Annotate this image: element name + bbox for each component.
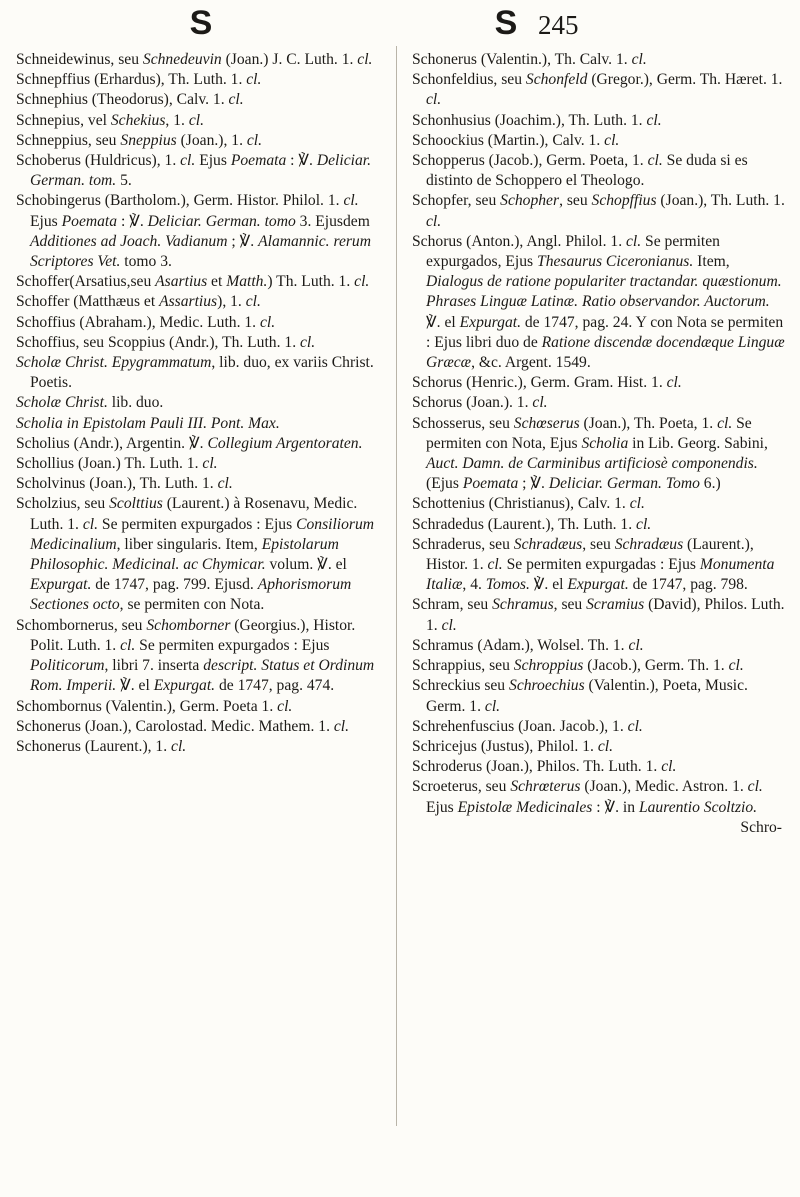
index-entry: Schombornus (Valentin.), Germ. Poeta 1. cl. (16, 697, 293, 715)
index-entry: Schram, seu Schramus, seu Scramius (David), Philos. Luth. 1. cl. (412, 596, 785, 634)
index-entry: Schrappius, seu Schroppius (Jacob.), Germ. Th. 1. cl. (412, 657, 744, 675)
index-entry: Schramus (Adam.), Wolsel. Th. 1. cl. (412, 636, 644, 654)
index-entry: Scholæ Christ. lib. duo. (16, 394, 164, 412)
index-entry: Schroderus (Joan.), Philos. Th. Luth. 1. cl. (412, 758, 677, 776)
index-entry: Schollius (Joan.) Th. Luth. 1. cl. (16, 455, 218, 473)
index-entry: Schnepius, vel Schekius, 1. cl. (16, 111, 204, 129)
index-entry: Schoberus (Huldricus), 1. cl. Ejus Poemata : ℣. Deliciar. German. tom. 5. (16, 152, 371, 190)
index-entry: Schoffius, seu Scoppius (Andr.), Th. Luth. 1. cl. (16, 333, 316, 351)
index-entry: Schnephius (Theodorus), Calv. 1. cl. (16, 91, 244, 109)
index-entry: Schorus (Joan.). 1. cl. (412, 394, 548, 412)
index-entry: Schobingerus (Bartholom.), Germ. Histor. Philol. 1. cl. Ejus Poemata : ℣. Deliciar. German. tomo 3. Ejusdem Additiones ad Joach. Vadianum ; ℣. Alamannic. rerum Scriptores Vet. tomo 3. (16, 192, 371, 271)
index-entry: Schreckius seu Schroechius (Valentin.), Poeta, Music. Germ. 1. cl. (412, 677, 748, 715)
index-entry: Schnepffius (Erhardus), Th. Luth. 1. cl. (16, 71, 262, 89)
index-entry: Schopfer, seu Schopher, seu Schopffius (Joan.), Th. Luth. 1. cl. (412, 192, 785, 230)
column-divider (396, 46, 397, 1126)
index-entry: Schoffer(Arsatius,seu Asartius et Matth.) Th. Luth. 1. cl. (16, 273, 370, 291)
index-entry: Schrehenfuscius (Joan. Jacob.), 1. cl. (412, 717, 643, 735)
page-header (0, 0, 800, 56)
index-entry: Schorus (Anton.), Angl. Philol. 1. cl. Se permiten expurgados, Ejus Thesaurus Ciceronianus. Item, Dialogus de ratione populariter tractandar. quæstionum. Phrases Linguæ Latinæ. Ratio observandor. Auctorum. ℣. el Expurgat. de 1747, pag. 24. Y con Nota se permiten : Ejus libri duo de Ratione discendæ docendæque Linguæ Græcæ, &c. Argent. 1549. (412, 232, 785, 372)
index-entry: Schorus (Henric.), Germ. Gram. Hist. 1. cl. (412, 374, 682, 392)
index-entry: Schricejus (Justus), Philol. 1. cl. (412, 737, 613, 755)
index-entry: Schonerus (Valentin.), Th. Calv. 1. cl. (412, 51, 647, 68)
index-entry: Schonfeldius, seu Schonfeld (Gregor.), Germ. Th. Hæret. 1. cl. (412, 71, 783, 109)
index-entry: Schombornerus, seu Schomborner (Georgius.), Histor. Polit. Luth. 1. cl. Se permiten expurgados : Ejus Politicorum, libri 7. inserta descript. Status et Ordinum Rom. Imperii. ℣. el Expurgat. de 1747, pag. 474. (16, 616, 375, 695)
index-entry: Scroeterus, seu Schrœterus (Joan.), Medic. Astron. 1. cl. Ejus Epistolæ Medicinales : ℣. in Laurentio Scoltzio. (412, 778, 763, 816)
index-entry: Schradedus (Laurent.), Th. Luth. 1. cl. (412, 515, 652, 533)
index-entry: Scholæ Christ. Epygrammatum, lib. duo, ex variis Christ. Poetis. (16, 354, 374, 392)
header-letter-right: S (494, 4, 518, 42)
index-entry: Schonhusius (Joachim.), Th. Luth. 1. cl. (412, 111, 662, 129)
index-entry: Schosserus, seu Schœserus (Joan.), Th. Poeta, 1. cl. Se permiten con Nota, Ejus Scholia in Lib. Georg. Sabini, Auct. Damn. de Carminibus artificiosè componendis. (Ejus Poemata ; ℣. Deliciar. German. Tomo 6.) (412, 414, 768, 493)
page-number: 245 (538, 10, 579, 40)
index-entry: Schneppius, seu Sneppius (Joan.), 1. cl. (16, 131, 263, 149)
index-entry: Scholzius, seu Scolttius (Laurent.) à Rosenavu, Medic. Luth. 1. cl. Se permiten expurgados : Ejus Consiliorum Medicinalium, liber singularis. Item, Epistolarum Philosophic. Medicinal. ac Chymicar. volum. ℣. el Expurgat. de 1747, pag. 799. Ejusd. Aphorismorum Sectiones octo, se permiten con Nota. (16, 495, 375, 614)
index-entry: Schopperus (Jacob.), Germ. Poeta, 1. cl. Se duda si es distinto de Schoppero el Theologo. (412, 152, 748, 190)
index-entry: Schonerus (Joan.), Carolostad. Medic. Mathem. 1. cl. (16, 717, 350, 735)
index-entry: Scholia in Epistolam Pauli III. Pont. Max. (16, 414, 280, 432)
catchword: Schro- (740, 818, 782, 836)
header-letter-left: S (189, 4, 213, 42)
index-entry: Scholius (Andr.), Argentin. ℣. Collegium Argentoraten. (16, 434, 363, 452)
index-entry: Schoffius (Abraham.), Medic. Luth. 1. cl. (16, 313, 276, 331)
left-column (16, 50, 384, 757)
index-entry: Schottenius (Christianus), Calv. 1. cl. (412, 495, 645, 513)
index-entry: Schneidewinus, seu Schnedeuvin (Joan.) J. C. Luth. 1. cl. (16, 51, 373, 68)
right-column (412, 50, 786, 838)
index-entry: Schraderus, seu Schradæus, seu Schradæus (Laurent.), Histor. 1. cl. Se permiten expurgadas : Ejus Monumenta Italiæ, 4. Tomos. ℣. el Expurgat. de 1747, pag. 798. (412, 535, 775, 594)
index-entry: Schoockius (Martin.), Calv. 1. cl. (412, 131, 620, 149)
index-entry: Schonerus (Laurent.), 1. cl. (16, 737, 187, 755)
index-entry: Schoffer (Matthæus et Assartius), 1. cl. (16, 293, 261, 311)
index-entry: Scholvinus (Joan.), Th. Luth. 1. cl. (16, 475, 233, 493)
